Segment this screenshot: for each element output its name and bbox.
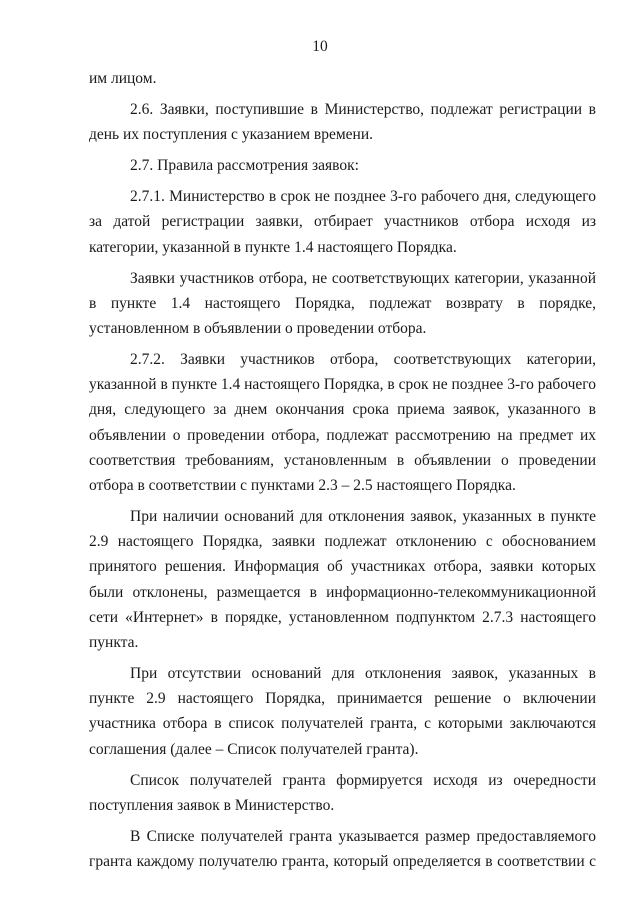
- paragraph-list-order: Список получателей гранта формируется исходя из очередности поступления заявок в Министерство.: [89, 771, 596, 814]
- paragraph-return-rules: Заявки участников отбора, не соответствующих категории, указанной в пункте 1.4 настоящего Порядка, подлежат возврату в порядке, установленном в объявлении о проведении отбора.: [89, 269, 596, 338]
- paragraph-2-6: 2.6. Заявки, поступившие в Министерство, подлежат регистрации в день их поступления с указанием времени.: [89, 101, 596, 144]
- paragraph-continuation: им лицом.: [89, 70, 157, 87]
- paragraph-2-7: 2.7. Правила рассмотрения заявок:: [130, 157, 359, 175]
- document-body: [89, 66, 596, 874]
- paragraph-grant-size: В Списке получателей гранта указывается размер предоставляемого гранта каждому получателю гранта, который определяется в соответствии с: [89, 827, 596, 871]
- page-number: 10: [312, 38, 328, 55]
- paragraph-2-7-1: 2.7.1. Министерство в срок не позднее 3-го рабочего дня, следующего за датой регистрации заявки, отбирает участников отбора исходя из категории, указанной в пункте 1.4 настоящего Порядка.: [89, 188, 596, 256]
- paragraph-2-7-2: 2.7.2. Заявки участников отбора, соответствующих категории, указанной в пункте 1.4 настоящего Порядка, в срок не позднее 3-го рабочего дня, следующего за днем окончания срока приема заявок, указанного в объявлении о проведении отбора, подлежат рассмотрению на предмет их соответствия требованиям, установленным в объявлении о проведении отбора в соответствии с пунктами 2.3 – 2.5 настоящего Порядка.: [89, 351, 596, 495]
- paragraph-rejection: При наличии оснований для отклонения заявок, указанных в пункте 2.9 настоящего Порядка, заявки подлежат отклонению с обоснованием принятого решения. Информация об участниках отбора, заявки которых были отклонены, размещается в информационно-телекоммуникационной сети «Интернет» в порядке, установленном подпунктом 2.7.3 настоящего пункта.: [89, 508, 596, 652]
- paragraph-inclusion: При отсутствии оснований для отклонения заявок, указанных в пункте 2.9 настоящего Порядка, принимается решение о включении участника отбора в список получателей гранта, с которыми заключаются соглашения (далее – Список получателей гранта).: [89, 665, 596, 758]
